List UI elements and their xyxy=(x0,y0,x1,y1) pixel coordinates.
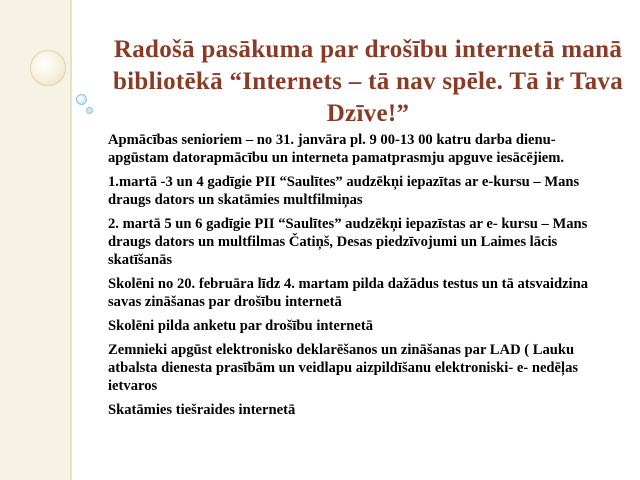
body-paragraph: 1.martā -3 un 4 gadīgie PII “Saulītes” audzēkņi iepazītas ar e-kursu – Mans draugs dators un skatāmies multfilmiņas xyxy=(108,174,580,208)
decorative-bubble-small xyxy=(86,107,93,114)
decorative-divider-line xyxy=(70,0,72,480)
body-paragraph: Skolēni pilda anketu par drošību internetā xyxy=(108,318,374,334)
slide-title: Radošā pasākuma par drošību internetā manā bibliotēkā “Internets – tā nav spēle. Tā ir Tava Dzīve!” xyxy=(112,36,624,127)
body-paragraph: Zemnieki apgūst elektronisko deklarēšanos un zināšanas par LAD ( Lauku atbalsta dienesta prasībām un veidlapu aizpildīšanu elektroniski- e- nedēļas ietvaros xyxy=(108,342,579,394)
body-paragraph: Skatāmies tiešraides internetā xyxy=(108,402,296,418)
body-paragraph: Apmācības senioriem – no 31. janvāra pl. 9 00-13 00 katru darba dienu- apgūstam datorapmācību un interneta pamatprasmju apguve iesācējiem. xyxy=(108,132,565,166)
decorative-bubble-medium xyxy=(76,94,87,105)
slide-body xyxy=(108,131,613,425)
decorative-bubble-large xyxy=(30,50,66,86)
body-paragraph: 2. martā 5 un 6 gadīgie PII “Saulītes” audzēkņi iepazīstas ar e- kursu – Mans draugs dators un multfilmas Čatiņš, Desas piedzīvojumi un Laimes lācis skatīšanās xyxy=(108,216,588,268)
body-paragraph: Skolēni no 20. februāra līdz 4. martam pilda dažādus testus un tā atsvaidzina savas zināšanas par drošību internetā xyxy=(108,276,589,310)
